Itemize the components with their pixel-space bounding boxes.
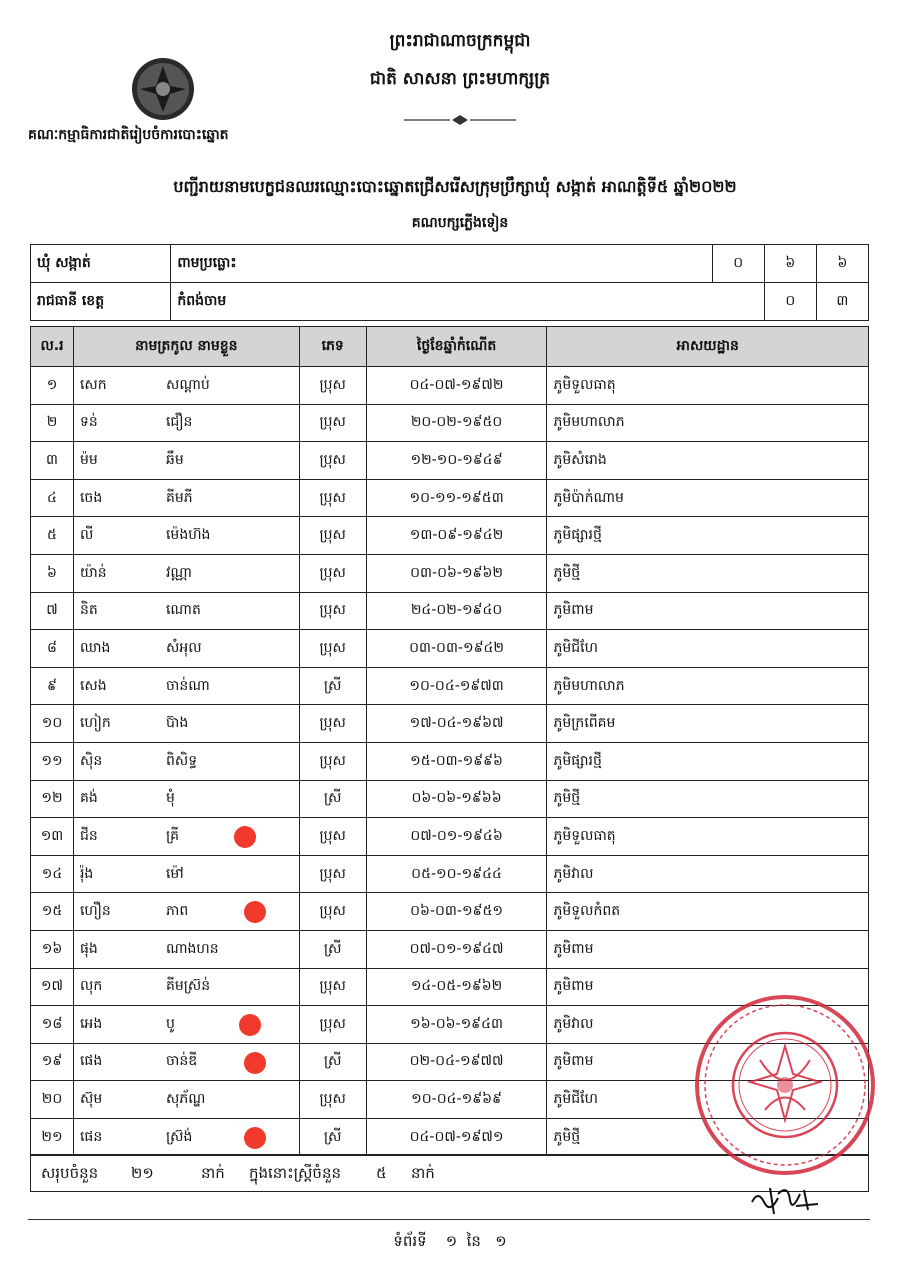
candidate-name (73, 742, 299, 780)
given-name: ប៊ាង (165, 715, 189, 732)
row-number: ៦ (31, 554, 74, 592)
surname: ស៊ុម (79, 1091, 103, 1108)
kingdom-heading: ព្រះរាជាណាចក្រកម្ពុជា (389, 31, 531, 51)
candidate-name (73, 1006, 299, 1044)
date-of-birth: ០៧-០១-១៩៤៦ (366, 818, 547, 856)
province-code-digit: ៣ (816, 283, 868, 321)
row-number: ១៤ (31, 855, 74, 893)
address: ភូមិផ្សារថ្មី (547, 742, 869, 780)
candidate-name (73, 479, 299, 517)
date-of-birth: ០៥-១០-១៩៤៤ (366, 855, 547, 893)
surname: សេក (79, 376, 107, 393)
given-name: ចាន់ឌី (165, 1053, 198, 1070)
address: ភូមិថ្មី (547, 554, 869, 592)
date-of-birth: ០៤-០៧-១៩៧២ (366, 367, 547, 405)
commune-value: ពាមប្រធ្លោះ (171, 245, 712, 283)
candidate-name (73, 930, 299, 968)
sex: ស្រី (299, 667, 366, 705)
current-page: ១ (445, 1232, 458, 1250)
row-number: ១១ (31, 742, 74, 780)
candidate-name (73, 968, 299, 1006)
given-name: បូ (165, 1015, 175, 1032)
surname: ជីន (79, 827, 98, 844)
table-row (31, 367, 869, 405)
date-of-birth: ១០-១១-១៩៥៣ (366, 479, 547, 517)
table-row (31, 517, 869, 555)
candidate-name (73, 1118, 299, 1156)
page-of: នៃ (466, 1232, 481, 1250)
given-name: សុភ័ណ្ឌ (165, 1091, 206, 1108)
national-emblem-icon (130, 56, 196, 122)
sex: ប្រុស (299, 893, 366, 931)
commune-code-digit: ០ (712, 245, 764, 283)
red-marker-dot-icon (244, 901, 266, 923)
surname: រ៉ុង (79, 865, 94, 882)
table-row (31, 705, 869, 743)
party-name: គណបក្សភ្លើងទៀន (411, 215, 509, 231)
row-number: ៧ (31, 592, 74, 630)
province-value: កំពង់ចាម (171, 283, 764, 321)
committee-name: គណៈកម្មាធិការជាតិរៀបចំការបោះឆ្នោត (28, 127, 229, 143)
table-row (31, 667, 869, 705)
row-number: ១០ (31, 705, 74, 743)
date-of-birth: ១០-០៤-១៩៦៩ (366, 1081, 547, 1119)
candidate-name (73, 592, 299, 630)
date-of-birth: ០២-០៤-១៩៧៧ (366, 1043, 547, 1081)
candidate-name (73, 667, 299, 705)
row-number: ៩ (31, 667, 74, 705)
given-name: វណ្ណា (165, 564, 192, 581)
date-of-birth: ០៣-០៦-១៩៦២ (366, 554, 547, 592)
date-of-birth: ១៧-០៤-១៩៦៧ (366, 705, 547, 743)
table-header-row (31, 327, 869, 367)
row-number: ១៨ (31, 1006, 74, 1044)
page-label: ទំព័រទី (393, 1232, 427, 1250)
given-name: គ្រី (165, 827, 180, 844)
given-name: គីមភី (165, 489, 193, 506)
date-of-birth: ០៣-០៣-១៩៤២ (366, 630, 547, 668)
official-seal-stamp-icon (690, 990, 880, 1180)
row-number: ៥ (31, 517, 74, 555)
table-row (31, 780, 869, 818)
surname: លុក (79, 978, 103, 995)
row-number: ១២ (31, 780, 74, 818)
surname: ផេង (79, 1053, 103, 1070)
address: ភូមិសំរោង (547, 442, 869, 480)
red-marker-dot-icon (244, 1127, 266, 1149)
document-title: បញ្ជីរាយនាមបេក្ខជនឈរឈ្មោះបោះឆ្នោតជ្រើសរើសក្រុមប្រឹក្សាឃុំ សង្កាត់ អាណត្តិទី៥ ឆ្នាំ២០២២ (173, 177, 737, 196)
date-of-birth: ១៤-០៥-១៩៦២ (366, 968, 547, 1006)
location-info-table (30, 244, 869, 321)
column-header-dob: ថ្ងៃខែឆ្នាំកំណើត (366, 327, 547, 367)
row-number: ៣ (31, 442, 74, 480)
sex: ប្រុស (299, 818, 366, 856)
women-count: ៥ (376, 1164, 387, 1182)
sex: ប្រុស (299, 705, 366, 743)
women-label: ក្នុងនោះស្ត្រីចំនួន (249, 1164, 341, 1182)
date-of-birth: ២០-០២-១៩៥០ (366, 404, 547, 442)
address: ភូមិជីហែ (547, 1081, 869, 1119)
sex: ប្រុស (299, 479, 366, 517)
candidate-name (73, 404, 299, 442)
given-name: ស្រ៊ង់ (165, 1128, 193, 1145)
surname: ឈាង (79, 639, 111, 656)
table-row (31, 930, 869, 968)
province-code-digit: ០ (764, 283, 816, 321)
row-number: ២ (31, 404, 74, 442)
province-row (31, 283, 869, 321)
sex: ប្រុស (299, 554, 366, 592)
column-header-sex: ភេទ (299, 327, 366, 367)
sex: ស្រី (299, 930, 366, 968)
surname: យ៉ាន់ (79, 564, 107, 581)
given-name: មុំ (165, 790, 175, 807)
given-name: សំអុល (165, 639, 202, 656)
surname: និត (79, 602, 98, 619)
candidate-name (73, 1043, 299, 1081)
surname: អេង (79, 1015, 103, 1032)
sex: ស្រី (299, 1043, 366, 1081)
date-of-birth: ០៦-០៦-១៩៦៦ (366, 780, 547, 818)
table-row (31, 818, 869, 856)
candidate-name (73, 855, 299, 893)
address: ភូមិពាម (547, 930, 869, 968)
surname: ស៊ិន (79, 752, 103, 769)
surname: ផុង (79, 940, 98, 957)
sex: ប្រុស (299, 630, 366, 668)
candidate-name (73, 442, 299, 480)
footer-divider (28, 1219, 870, 1220)
surname: លី (79, 527, 94, 544)
sex: ប្រុស (299, 367, 366, 405)
row-number: ១៧ (31, 968, 74, 1006)
women-unit: នាក់ (411, 1164, 435, 1182)
address: ភូមិពាម (547, 592, 869, 630)
row-number: ១៩ (31, 1043, 74, 1081)
sex: ប្រុស (299, 742, 366, 780)
given-name: ម៉េងហ៊ង (165, 527, 211, 544)
given-name: ចាន់ណា (165, 677, 210, 694)
candidate-name (73, 818, 299, 856)
date-of-birth: ១២-១០-១៩៤៩ (366, 442, 547, 480)
candidate-name (73, 893, 299, 931)
address: ភូមិថ្មី (547, 780, 869, 818)
given-name: ណាងហន (165, 940, 219, 957)
given-name: ណោត (165, 602, 201, 619)
column-header-no: ល.រ (31, 327, 74, 367)
sex: ប្រុស (299, 592, 366, 630)
given-name: ឆឹម (165, 451, 184, 468)
commune-label: ឃុំ សង្កាត់ (31, 245, 171, 283)
given-name: ពិសិទ្ធ (165, 752, 198, 769)
surname: ម៉ម (79, 451, 98, 468)
surname: ផេន (79, 1128, 103, 1145)
address: ភូមិក្រពើគម (547, 705, 869, 743)
address: ភូមិថ្មី (547, 1118, 869, 1156)
table-row (31, 855, 869, 893)
province-label: រាជធានី ខេត្ត (31, 283, 171, 321)
total-pages: ១ (495, 1232, 507, 1250)
given-name: ម៉ៅ (165, 865, 184, 882)
surname: ហឿន (79, 903, 111, 920)
address: ភូមិពាម (547, 968, 869, 1006)
date-of-birth: ០៤-០៧-១៩៧១ (366, 1118, 547, 1156)
candidate-name (73, 554, 299, 592)
address: ភូមិទួលធាតុ (547, 818, 869, 856)
sex: ប្រុស (299, 517, 366, 555)
commune-code-digit: ៦ (816, 245, 868, 283)
given-name: ភាព (165, 903, 189, 920)
sex: ស្រី (299, 1118, 366, 1156)
sex: ប្រុស (299, 968, 366, 1006)
given-name: សណ្តាប់ (165, 376, 210, 393)
address: ភូមិប៉ាក់ណាម (547, 479, 869, 517)
surname: ហៀក (79, 715, 111, 732)
surname: ទន់ (79, 414, 98, 431)
given-name: ជឿន (165, 414, 193, 431)
address: ភូមិវាល (547, 855, 869, 893)
red-marker-dot-icon (239, 1014, 261, 1036)
sex: ប្រុស (299, 404, 366, 442)
commune-code-digit: ៦ (764, 245, 816, 283)
row-number: ១ (31, 367, 74, 405)
row-number: ១៦ (31, 930, 74, 968)
red-marker-dot-icon (244, 1052, 266, 1074)
table-row (31, 404, 869, 442)
date-of-birth: ១៣-០៩-១៩៤២ (366, 517, 547, 555)
table-row (31, 479, 869, 517)
row-number: ២១ (31, 1118, 74, 1156)
signature-icon (748, 1180, 828, 1220)
address: ភូមិមហាលាភ (547, 667, 869, 705)
ornament-divider-icon (400, 112, 520, 128)
surname: ចេង (79, 489, 103, 506)
date-of-birth: ០៦-០៣-១៩៥១ (366, 893, 547, 931)
address: ភូមិផ្សារថ្មី (547, 517, 869, 555)
total-unit: នាក់ (201, 1164, 225, 1182)
row-number: ១៥ (31, 893, 74, 931)
page-number (330, 1232, 570, 1254)
sex: ប្រុស (299, 1006, 366, 1044)
date-of-birth: ១៦-០៦-១៩៤៣ (366, 1006, 547, 1044)
table-row (31, 442, 869, 480)
row-number: ៤ (31, 479, 74, 517)
column-header-address: អាសយដ្ឋាន (547, 327, 869, 367)
column-header-name: នាមត្រកូល នាមខ្លួន (73, 327, 299, 367)
address: ភូមិពាម (547, 1043, 869, 1081)
date-of-birth: ១៥-០៣-១៩៩៦ (366, 742, 547, 780)
table-row (31, 893, 869, 931)
row-number: ៨ (31, 630, 74, 668)
table-row (31, 630, 869, 668)
address: ភូមិជីហែ (547, 630, 869, 668)
address: ភូមិវាល (547, 1006, 869, 1044)
row-number: ២០ (31, 1081, 74, 1119)
table-row (31, 554, 869, 592)
date-of-birth: ១០-០៤-១៩៧៣ (366, 667, 547, 705)
address: ភូមិមហាលាភ (547, 404, 869, 442)
sex: ស្រី (299, 780, 366, 818)
address: ភូមិទួលធាតុ (547, 367, 869, 405)
table-row (31, 742, 869, 780)
total-label: សរុបចំនួន (41, 1164, 99, 1182)
commune-row (31, 245, 869, 283)
total-count: ២១ (131, 1164, 154, 1182)
date-of-birth: ០៧-០១-១៩៤៧ (366, 930, 547, 968)
motto-heading: ជាតិ សាសនា ព្រះមហាក្សត្រ (369, 69, 551, 89)
candidate-name (73, 780, 299, 818)
surname: គង់ (79, 790, 98, 807)
candidate-name (73, 630, 299, 668)
row-number: ១៣ (31, 818, 74, 856)
sex: ប្រុស (299, 1081, 366, 1119)
candidate-name (73, 1081, 299, 1119)
given-name: គីមស្រ៊ន់ (165, 978, 211, 995)
surname: សេង (79, 677, 107, 694)
sex: ប្រុស (299, 442, 366, 480)
candidate-name (73, 367, 299, 405)
sex: ប្រុស (299, 855, 366, 893)
candidate-name (73, 517, 299, 555)
address: ភូមិទួលកំពត (547, 893, 869, 931)
red-marker-dot-icon (234, 826, 256, 848)
date-of-birth: ២៤-០២-១៩៤០ (366, 592, 547, 630)
table-row (31, 592, 869, 630)
candidate-name (73, 705, 299, 743)
